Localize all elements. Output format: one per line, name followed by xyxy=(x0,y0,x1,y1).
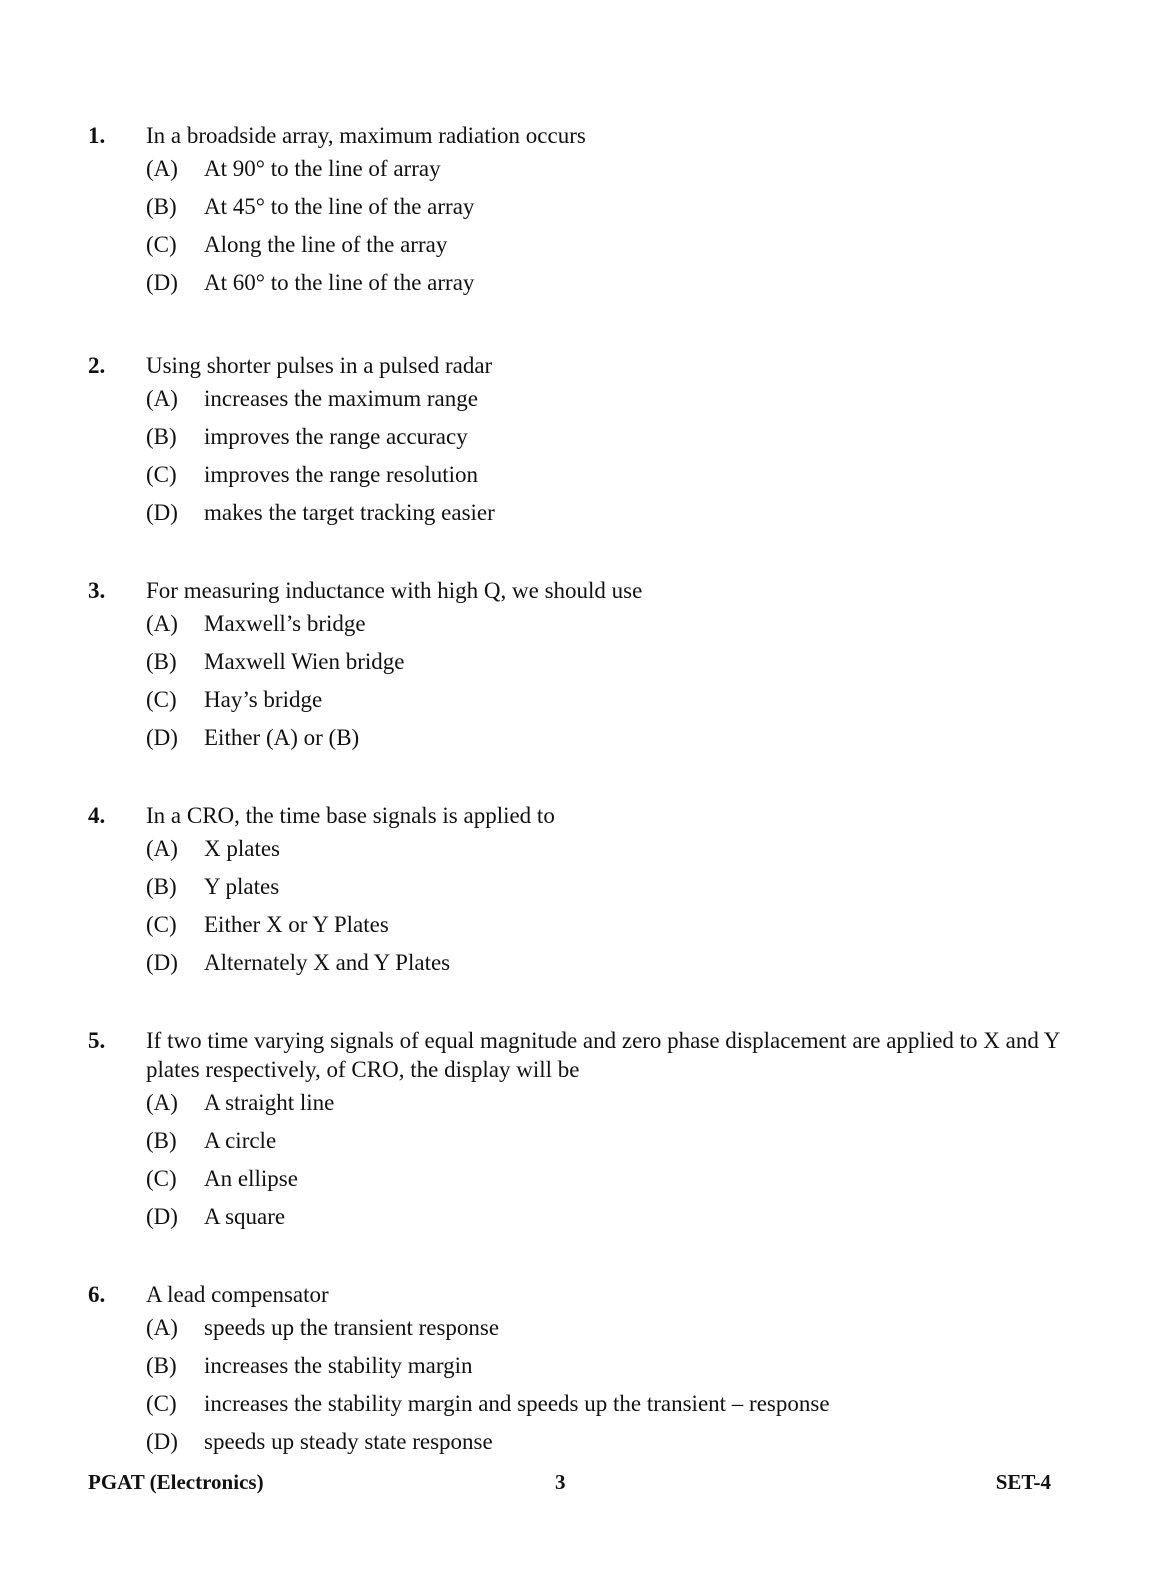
option-c xyxy=(88,1160,1063,1198)
option-list xyxy=(88,1309,1063,1461)
option-list xyxy=(88,605,1063,757)
question-number: 4. xyxy=(88,803,106,828)
option-letter: (C) xyxy=(146,462,177,487)
option-list xyxy=(88,830,1063,982)
option-c xyxy=(88,681,1063,719)
option-letter: (D) xyxy=(146,1429,178,1454)
question-number: 2. xyxy=(88,353,106,378)
option-b xyxy=(88,418,1063,456)
exam-title: PGAT (Electronics) xyxy=(88,1470,264,1494)
option-letter: (A) xyxy=(146,1315,178,1340)
option-text: increases the stability margin and speeds up the transient – response xyxy=(204,1391,830,1416)
option-letter: (B) xyxy=(146,874,177,899)
option-letter: (C) xyxy=(146,687,177,712)
option-letter: (B) xyxy=(146,194,177,219)
option-a xyxy=(88,150,1063,188)
question-stem xyxy=(88,1026,1063,1084)
option-text: speeds up the transient response xyxy=(204,1315,500,1340)
question-text: Using shorter pulses in a pulsed radar xyxy=(146,353,493,378)
option-text: A square xyxy=(204,1204,286,1229)
option-text: improves the range resolution xyxy=(204,462,479,487)
option-letter: (C) xyxy=(146,912,177,937)
question-number: 6. xyxy=(88,1282,106,1307)
option-text: Maxwell’s bridge xyxy=(204,611,366,636)
option-text: At 60° to the line of the array xyxy=(204,270,475,295)
option-list xyxy=(88,150,1063,302)
question-stem xyxy=(88,121,1063,150)
question-text: In a CRO, the time base signals is applied to xyxy=(146,803,555,828)
option-b xyxy=(88,188,1063,226)
option-d xyxy=(88,264,1063,302)
option-letter: (D) xyxy=(146,1204,178,1229)
option-b xyxy=(88,1347,1063,1385)
option-c xyxy=(88,1385,1063,1423)
option-text: Maxwell Wien bridge xyxy=(204,649,405,674)
question-3 xyxy=(88,576,1063,757)
option-text: increases the maximum range xyxy=(204,386,478,411)
option-text: At 45° to the line of the array xyxy=(204,194,475,219)
option-b xyxy=(88,1122,1063,1160)
option-letter: (D) xyxy=(146,725,178,750)
option-a xyxy=(88,380,1063,418)
option-letter: (A) xyxy=(146,836,178,861)
option-text: A straight line xyxy=(204,1090,335,1115)
option-a xyxy=(88,605,1063,643)
option-letter: (D) xyxy=(146,950,178,975)
question-1 xyxy=(88,121,1063,302)
question-text: For measuring inductance with high Q, we should use xyxy=(146,578,643,603)
set-label: SET-4 xyxy=(995,1470,1051,1494)
option-a xyxy=(88,1084,1063,1122)
option-text: At 90° to the line of array xyxy=(204,156,441,181)
question-stem xyxy=(88,576,1063,605)
question-stem xyxy=(88,1280,1063,1309)
question-number: 5. xyxy=(88,1028,106,1053)
option-text: increases the stability margin xyxy=(204,1353,473,1378)
option-letter: (C) xyxy=(146,1391,177,1416)
option-c xyxy=(88,456,1063,494)
question-5 xyxy=(88,1026,1063,1236)
question-4 xyxy=(88,801,1063,982)
page-footer xyxy=(88,1470,1051,1500)
option-c xyxy=(88,226,1063,264)
option-c xyxy=(88,906,1063,944)
option-d xyxy=(88,944,1063,982)
option-text: A circle xyxy=(204,1128,277,1153)
option-b xyxy=(88,643,1063,681)
option-letter: (C) xyxy=(146,1166,177,1191)
question-number: 3. xyxy=(88,578,106,603)
question-6 xyxy=(88,1280,1063,1461)
option-letter: (B) xyxy=(146,1128,177,1153)
option-d xyxy=(88,1423,1063,1461)
option-letter: (D) xyxy=(146,270,178,295)
option-list xyxy=(88,380,1063,532)
question-2 xyxy=(88,351,1063,532)
question-text: A lead compensator xyxy=(146,1282,329,1307)
question-number: 1. xyxy=(88,123,106,148)
option-text: X plates xyxy=(204,836,281,861)
option-letter: (D) xyxy=(146,500,178,525)
option-letter: (C) xyxy=(146,232,177,257)
option-text: makes the target tracking easier xyxy=(204,500,495,525)
question-text: If two time varying signals of equal magnitude and zero phase displacement are applied to X and Y plates respectively, of CRO, the display will be xyxy=(146,1028,1060,1082)
option-text: Either (A) or (B) xyxy=(204,725,360,750)
option-d xyxy=(88,1198,1063,1236)
option-a xyxy=(88,830,1063,868)
option-a xyxy=(88,1309,1063,1347)
option-d xyxy=(88,719,1063,757)
question-text: In a broadside array, maximum radiation occurs xyxy=(146,123,586,148)
option-text: Y plates xyxy=(204,874,280,899)
option-text: improves the range accuracy xyxy=(204,424,468,449)
option-text: Alternately X and Y Plates xyxy=(204,950,451,975)
option-letter: (B) xyxy=(146,424,177,449)
option-d xyxy=(88,494,1063,532)
option-list xyxy=(88,1084,1063,1236)
option-text: Either X or Y Plates xyxy=(204,912,389,937)
option-text: Hay’s bridge xyxy=(204,687,323,712)
option-letter: (B) xyxy=(146,649,177,674)
option-letter: (A) xyxy=(146,156,178,181)
question-stem xyxy=(88,801,1063,830)
option-text: speeds up steady state response xyxy=(204,1429,493,1454)
option-letter: (A) xyxy=(146,1090,178,1115)
page-number: 3 xyxy=(555,1470,566,1494)
option-letter: (B) xyxy=(146,1353,177,1378)
option-b xyxy=(88,868,1063,906)
option-text: Along the line of the array xyxy=(204,232,448,257)
option-text: An ellipse xyxy=(204,1166,298,1191)
option-letter: (A) xyxy=(146,611,178,636)
option-letter: (A) xyxy=(146,386,178,411)
question-stem xyxy=(88,351,1063,380)
